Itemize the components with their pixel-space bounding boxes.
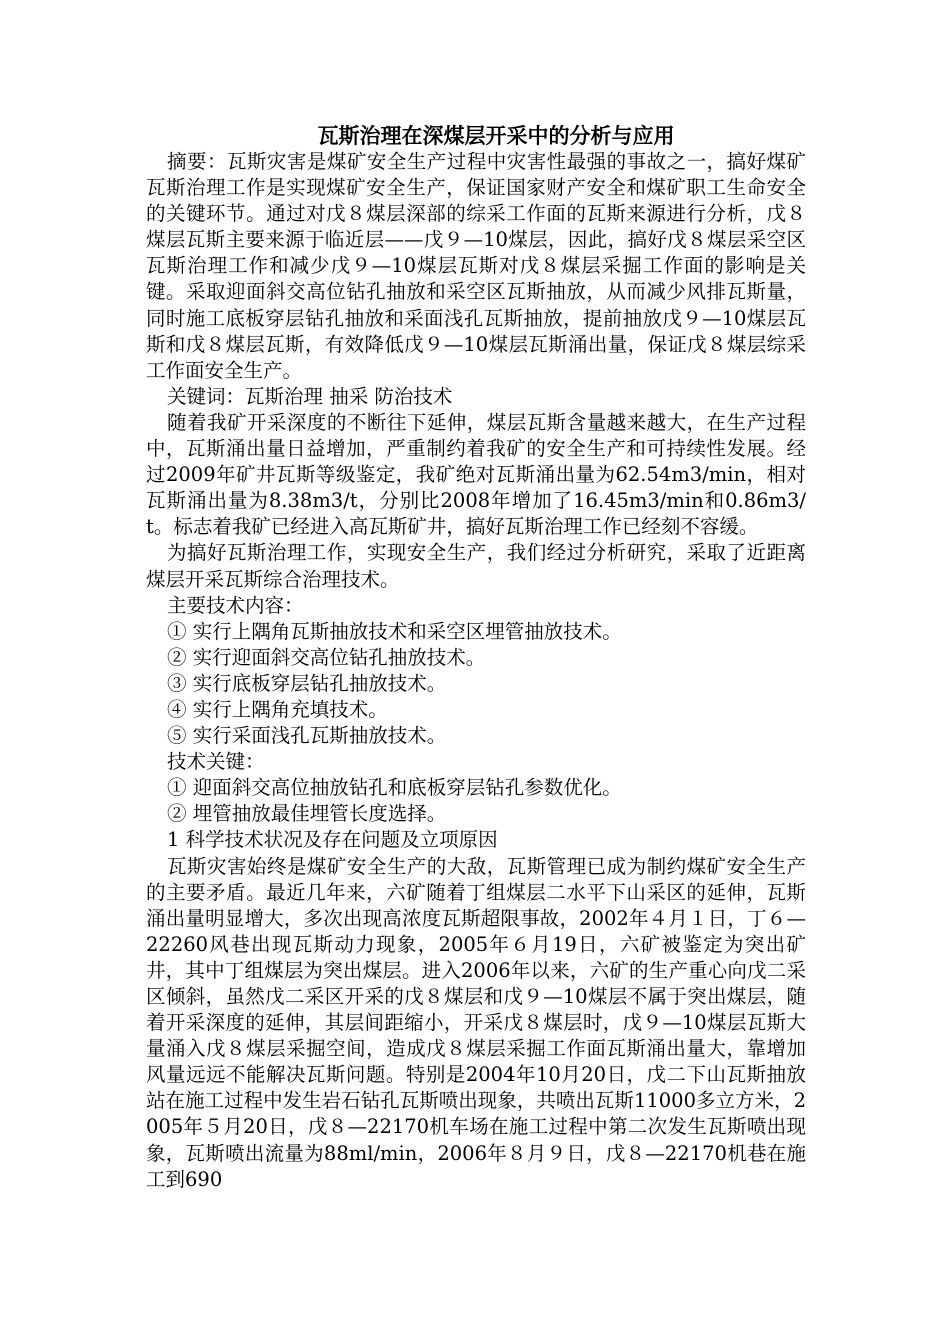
section-1-paragraph: 瓦斯灾害始终是煤矿安全生产的大敌，瓦斯管理已成为制约煤矿安全生产的主要矛盾。最近几年来，六矿随着丁组煤层二水平下山采区的延伸，瓦斯涌出量明显增大，多次出现高浓度瓦斯超限事故，2002年４月１日，丁６—22260风巷出现瓦斯动力现象，2005年６月19日，六矿被鉴定为突出矿井，其中丁组煤层为突出煤层。进入2006年以来，六矿的生产重心向戊二采区倾斜，虽然戊二采区开采的戊８煤层和戊９—10煤层不属于突出煤层，随着开采深度的延伸，其层间距缩小，开采戊８煤层时，戊９—10煤层瓦斯大量涌入戊８煤层采掘空间，造成戊８煤层采掘工作面瓦斯涌出量大，靠增加风量远远不能解决瓦斯问题。特别是2004年10月20日，戊二下山瓦斯抽放站在施工过程中发生岩石钻孔瓦斯喷出现象，共喷出瓦斯11000多立方米，2005年５月20日，戊８—22170机车场在施工过程中第二次发生瓦斯喷出现象，瓦斯喷出流量为88ml/min，2006年８月９日，戊８—22170机巷在施工到690 — [146, 854, 806, 1191]
abstract-paragraph: 摘要：瓦斯灾害是煤矿安全生产过程中灾害性最强的事故之一，搞好煤矿瓦斯治理工作是实现煤矿安全生产，保证国家财产安全和煤矿职工生命安全的关键环节。通过对戊８煤层深部的综采工作面的瓦斯来源进行分析，戊８煤层瓦斯主要来源于临近层——戊９—10煤层，因此，搞好戊８煤层采空区瓦斯治理工作和减少戊９—10煤层瓦斯对戊８煤层采掘工作面的影响是关键。采取迎面斜交高位钻孔抽放和采空区瓦斯抽放，从而减少风排瓦斯量，同时施工底板穿层钻孔抽放和采面浅孔瓦斯抽放，提前抽放戊９—10煤层瓦斯和戊８煤层瓦斯，有效降低戊９—10煤层瓦斯涌出量，保证戊８煤层综采工作面安全生产。 — [146, 150, 806, 382]
keywords-line: 关键词：瓦斯治理 抽采 防治技术 — [167, 384, 453, 408]
document-title: 瓦斯治理在深煤层开采中的分析与应用 — [317, 123, 675, 148]
document-page — [146, 122, 806, 1193]
section-heading-1: 1 科学技术状况及存在问题及立项原因 — [167, 828, 498, 852]
tech-item-1: ① 实行上隅角瓦斯抽放技术和采空区埋管抽放技术。 — [167, 619, 622, 643]
intro-paragraph: 随着我矿开采深度的不断往下延伸，煤层瓦斯含量越来越大，在生产过程中，瓦斯涌出量日益增加，严重制约着我矿的安全生产和可持续性发展。经过2009年矿井瓦斯等级鉴定，我矿绝对瓦斯涌出量为62.54m3/min，相对瓦斯涌出量为8.38m3/t，分别比2008年增加了16.45m3/min和0.86m3/t。标志着我矿已经进入高瓦斯矿井，搞好瓦斯治理工作已经刻不容缓。 — [146, 410, 806, 539]
key-tech-heading: 技术关键： — [167, 750, 265, 774]
key-item-2: ② 埋管抽放最佳埋管长度选择。 — [167, 802, 447, 826]
approach-paragraph: 为搞好瓦斯治理工作，实现安全生产，我们经过分析研究，采取了近距离煤层开采瓦斯综合治理技术。 — [146, 541, 806, 591]
tech-item-2: ② 实行迎面斜交高位钻孔抽放技术。 — [167, 645, 486, 669]
tech-item-4: ④ 实行上隅角充填技术。 — [167, 697, 388, 721]
tech-item-5: ⑤ 实行采面浅孔瓦斯抽放技术。 — [167, 724, 447, 748]
key-item-1: ① 迎面斜交高位抽放钻孔和底板穿层钻孔参数优化。 — [167, 776, 622, 800]
main-tech-heading: 主要技术内容： — [167, 593, 304, 617]
tech-item-3: ③ 实行底板穿层钻孔抽放技术。 — [167, 671, 447, 695]
